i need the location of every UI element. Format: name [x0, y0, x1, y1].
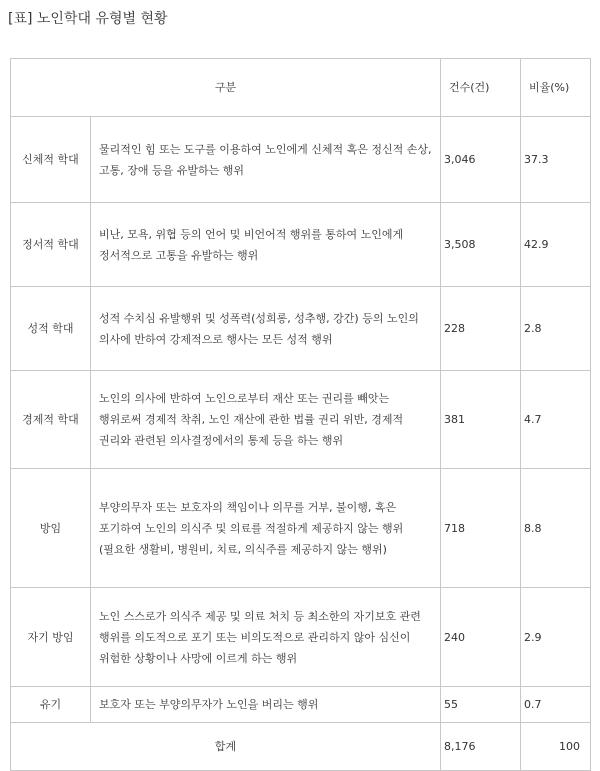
row-ratio: 2.8 — [521, 287, 591, 371]
table-row — [11, 117, 591, 203]
header-ratio: 비율(%) — [521, 59, 591, 117]
row-ratio: 0.7 — [521, 687, 591, 723]
row-type: 신체적 학대 — [11, 117, 91, 203]
row-description: 부양의무자 또는 보호자의 책임이나 의무를 거부, 불이행, 혹은 포기하여 노인의 의식주 및 의료를 적절하게 제공하지 않는 행위(필요한 생활비, 병원비, 치료, 의식주를 제공하지 않는 행위) — [91, 469, 441, 588]
row-type: 정서적 학대 — [11, 203, 91, 287]
row-ratio: 4.7 — [521, 371, 591, 469]
row-type: 자기 방임 — [11, 588, 91, 687]
row-ratio: 42.9 — [521, 203, 591, 287]
row-count: 3,046 — [441, 117, 521, 203]
row-count: 55 — [441, 687, 521, 723]
row-ratio: 8.8 — [521, 469, 591, 588]
row-description: 성적 수치심 유발행위 및 성폭력(성희롱, 성추행, 강간) 등의 노인의 의사에 반하여 강제적으로 행사는 모든 성적 행위 — [91, 287, 441, 371]
table-row — [11, 371, 591, 469]
total-label: 합계 — [11, 723, 441, 771]
row-count: 3,508 — [441, 203, 521, 287]
row-type: 방임 — [11, 469, 91, 588]
table-row — [11, 687, 591, 723]
table-row — [11, 469, 591, 588]
table-header-row — [11, 59, 591, 117]
table-row — [11, 588, 591, 687]
row-type: 유기 — [11, 687, 91, 723]
row-description: 노인 스스로가 의식주 제공 및 의료 처치 등 최소한의 자기보호 관련 행위를 의도적으로 포기 또는 비의도적으로 관리하지 않아 심신이 위험한 상황이나 사망에 이르게 하는 행위 — [91, 588, 441, 687]
table-row — [11, 287, 591, 371]
row-ratio: 2.9 — [521, 588, 591, 687]
row-description: 물리적인 힘 또는 도구를 이용하여 노인에게 신체적 혹은 정신적 손상, 고통, 장애 등을 유발하는 행위 — [91, 117, 441, 203]
row-count: 381 — [441, 371, 521, 469]
row-ratio: 37.3 — [521, 117, 591, 203]
row-description: 노인의 의사에 반하여 노인으로부터 재산 또는 권리를 빼앗는 행위로써 경제적 착취, 노인 재산에 관한 법률 권리 위반, 경제적 권리와 관련된 의사결정에서의 통제 등을 하는 행위 — [91, 371, 441, 469]
page-title: [표] 노인학대 유형별 현황 — [8, 11, 168, 27]
row-description: 비난, 모욕, 위협 등의 언어 및 비언어적 행위를 통하여 노인에게 정서적으로 고통을 유발하는 행위 — [91, 203, 441, 287]
row-count: 240 — [441, 588, 521, 687]
row-description: 보호자 또는 부양의무자가 노인을 버리는 행위 — [91, 687, 441, 723]
table-row — [11, 203, 591, 287]
abuse-type-table — [10, 58, 591, 771]
row-count: 228 — [441, 287, 521, 371]
row-count: 718 — [441, 469, 521, 588]
header-count: 건수(건) — [441, 59, 521, 117]
header-category: 구분 — [11, 59, 441, 117]
total-row — [11, 723, 591, 771]
total-count: 8,176 — [441, 723, 521, 771]
row-type: 성적 학대 — [11, 287, 91, 371]
row-type: 경제적 학대 — [11, 371, 91, 469]
total-ratio: 100 — [521, 723, 591, 771]
